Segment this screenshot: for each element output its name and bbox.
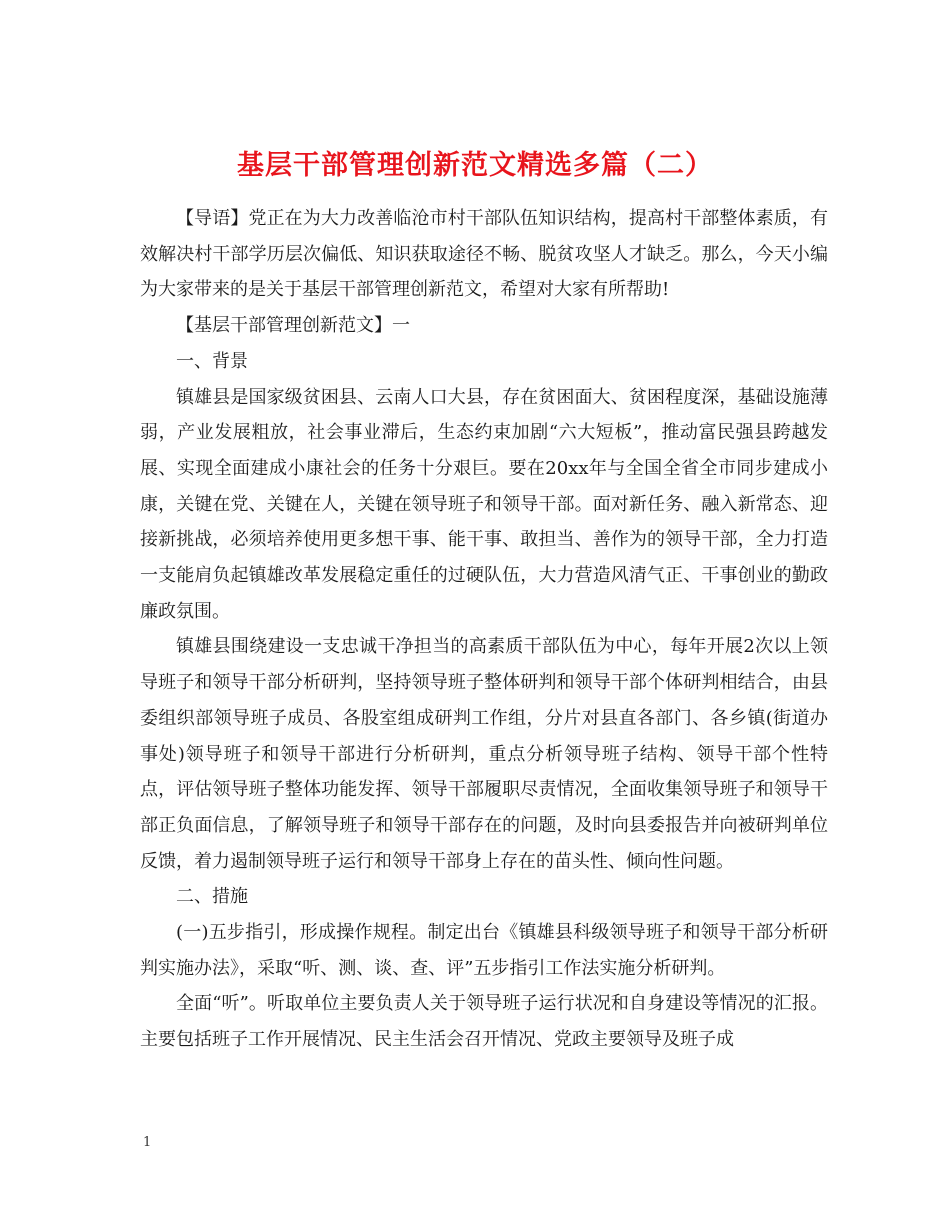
body-paragraph: (一)五步指引，形成操作规程。制定出台《镇雄县科级领导班子和领导干部分析研判实施办法》，采取“听、测、谈、查、评”五步指引工作法实施分析研判。 — [140, 922, 828, 979]
section-heading-background: 一、背景 — [176, 350, 248, 372]
body-paragraph: 镇雄县围绕建设一支忠诚干净担当的高素质干部队伍为中心，每年开展2次以上领导班子和领导干部分析研判，坚持领导班子整体研判和领导干部个体研判相结合，由县委组织部领导班子成员、各股室组成研判工作组，分片对县直各部门、各乡镇(街道办事处)领导班子和领导干部进行分析研判，重点分析领导班子结构、领导干部个性特点，评估领导班子整体功能发挥、领导干部履职尽责情况，全面收集领导班子和领导干部正负面信息，了解领导班子和领导干部存在的问题，及时向县委报告并向被研判单位反馈，着力遏制领导班子运行和领导干部身上存在的苗头性、倾向性问题。 — [140, 636, 828, 872]
intro-paragraph: 【导语】党正在为大力改善临沧市村干部队伍知识结构，提高村干部整体素质，有效解决村干部学历层次偏低、知识获取途径不畅、脱贫攻坚人才缺乏。那么，今天小编为大家带来的是关于基层干部管理创新范文，希望对大家有所帮助! — [140, 208, 828, 301]
section-label: 【基层干部管理创新范文】一 — [176, 315, 410, 337]
page-title: 基层干部管理创新范文精选多篇（二） — [237, 150, 713, 182]
document-body — [140, 201, 828, 1058]
page-number: 1 — [143, 1135, 152, 1150]
body-paragraph: 镇雄县是国家级贫困县、云南人口大县，存在贫困面大、贫困程度深，基础设施薄弱，产业发展粗放，社会事业滞后，生态约束加剧“六大短板”，推动富民强县跨越发展、实现全面建成小康社会的任务十分艰巨。要在20xx年与全国全省全市同步建成小康，关键在党、关键在人，关键在领导班子和领导干部。面对新任务、融入新常态、迎接新挑战，必须培养使用更多想干事、能干事、敢担当、善作为的领导干部，全力打造一支能肩负起镇雄改革发展稳定重任的过硬队伍，大力营造风清气正、干事创业的勤政廉政氛围。 — [140, 386, 828, 622]
body-paragraph: 全面“听”。听取单位主要负责人关于领导班子运行状况和自身建设等情况的汇报。主要包括班子工作开展情况、民主生活会召开情况、党政主要领导及班子成 — [140, 993, 828, 1051]
section-heading-measures: 二、措施 — [176, 886, 248, 908]
